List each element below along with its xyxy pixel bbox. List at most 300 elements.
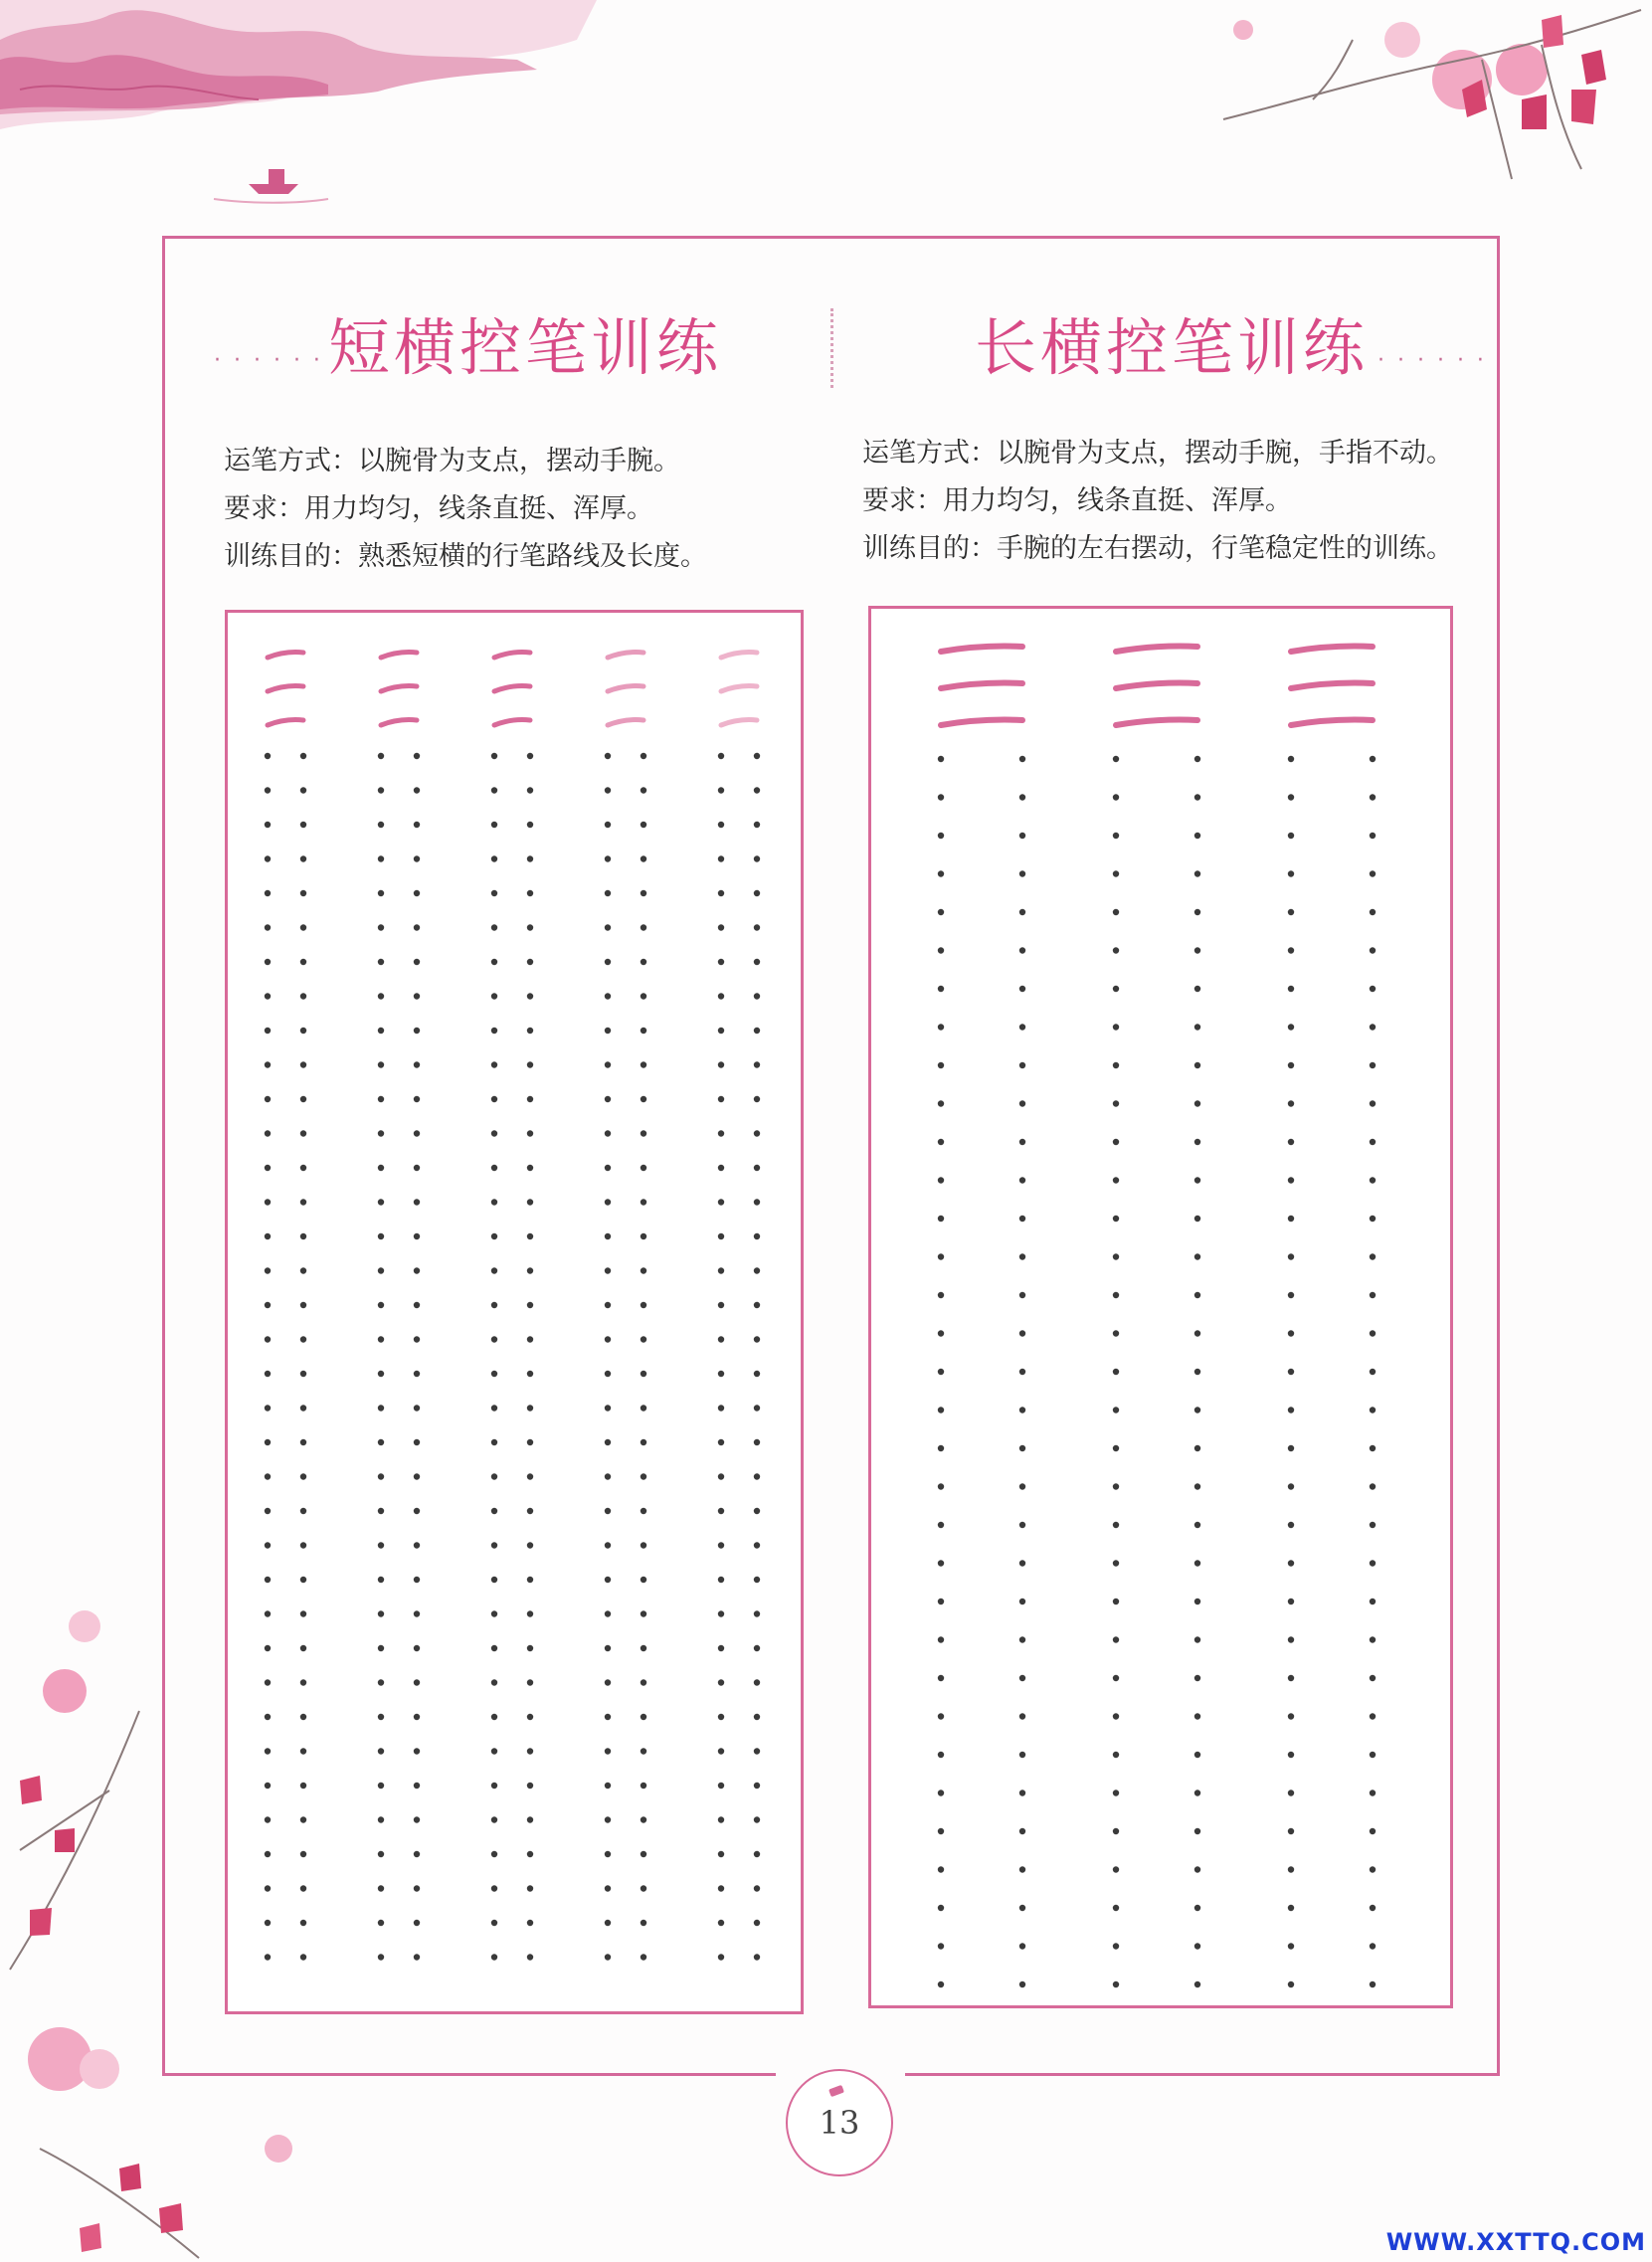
guide-dot [754, 1816, 760, 1822]
guide-dot [491, 959, 497, 965]
guide-dot [938, 1216, 944, 1222]
guide-dot [605, 1405, 611, 1411]
guide-dot [1194, 1943, 1200, 1949]
guide-dot [414, 1199, 420, 1205]
guide-dot [1019, 1216, 1025, 1222]
guide-dot [300, 1233, 306, 1239]
guide-dot [754, 1577, 760, 1583]
guide-dot [265, 753, 271, 759]
guide-dot [491, 1508, 497, 1514]
guide-dot [527, 822, 533, 828]
example-stroke [268, 720, 303, 725]
short-stroke-practice-grid[interactable] [225, 610, 804, 2014]
guide-dot [378, 1165, 384, 1171]
guide-dot [1113, 1253, 1119, 1259]
guide-dot [1194, 794, 1200, 800]
guide-dot [1194, 1062, 1200, 1068]
guide-dot [754, 855, 760, 861]
guide-dot [641, 1885, 646, 1891]
guide-dot [641, 855, 646, 861]
guide-dot [1370, 1866, 1376, 1872]
guide-dot [641, 1405, 646, 1411]
guide-dot [938, 1636, 944, 1642]
guide-dot [605, 1199, 611, 1205]
example-stroke [381, 686, 417, 691]
guide-dot [718, 855, 724, 861]
guide-dot [300, 1371, 306, 1377]
guide-dot [265, 822, 271, 828]
guide-dot [605, 1748, 611, 1754]
guide-dot [1194, 1713, 1200, 1719]
guide-dot [641, 924, 646, 930]
guide-dot [300, 753, 306, 759]
guide-dot [378, 1336, 384, 1342]
guide-dot [1194, 1100, 1200, 1106]
guide-dot [605, 1336, 611, 1342]
guide-dot [718, 1783, 724, 1789]
guide-dot [491, 993, 497, 999]
guide-dot [1370, 1828, 1376, 1834]
guide-dot [527, 753, 533, 759]
guide-dot [938, 1024, 944, 1030]
guide-dot [938, 756, 944, 762]
guide-dot [491, 1473, 497, 1479]
long-stroke-practice-grid[interactable] [868, 606, 1453, 2008]
guide-dot [1019, 1981, 1025, 1987]
guide-dot [605, 1302, 611, 1308]
guide-dot [754, 1061, 760, 1067]
guide-dot [378, 890, 384, 896]
guide-dot [527, 1165, 533, 1171]
guide-dot [605, 890, 611, 896]
guide-dot [300, 855, 306, 861]
guide-dot [1113, 1866, 1119, 1872]
guide-dot [938, 1483, 944, 1489]
guide-dot [938, 1522, 944, 1528]
guide-dot [378, 1851, 384, 1857]
guide-dot [491, 1577, 497, 1583]
guide-dot [527, 1610, 533, 1616]
guide-dot [1288, 833, 1294, 839]
guide-dot [1113, 1981, 1119, 1987]
guide-dot [1019, 1177, 1025, 1183]
guide-dot [754, 1679, 760, 1685]
guide-dot [938, 1713, 944, 1719]
guide-dot [754, 1165, 760, 1171]
guide-dot [641, 1130, 646, 1136]
guide-dot [414, 959, 420, 965]
guide-dot [605, 993, 611, 999]
guide-dot [265, 1096, 271, 1102]
guide-dot [1019, 756, 1025, 762]
guide-dot [265, 1542, 271, 1548]
guide-dot [378, 1439, 384, 1445]
guide-dot [1288, 1943, 1294, 1949]
guide-dot [265, 1233, 271, 1239]
guide-dot [491, 1199, 497, 1205]
guide-dot [1194, 1752, 1200, 1758]
guide-dot [1370, 1177, 1376, 1183]
guide-dot [1288, 1636, 1294, 1642]
guide-dot [414, 1610, 420, 1616]
guide-dot [641, 1061, 646, 1067]
guide-dot [1370, 1522, 1376, 1528]
guide-dot [527, 1028, 533, 1034]
guide-dot [1194, 1483, 1200, 1489]
guide-dot [491, 1061, 497, 1067]
left-instruction-method: 运笔方式：以腕骨为支点，摆动手腕。 [224, 446, 680, 476]
guide-dot [605, 1783, 611, 1789]
guide-dot [754, 1508, 760, 1514]
guide-dot [414, 1783, 420, 1789]
guide-dot [265, 787, 271, 793]
guide-dot [718, 1439, 724, 1445]
guide-dot [641, 1439, 646, 1445]
guide-dot [1370, 1483, 1376, 1489]
guide-dot [718, 1577, 724, 1583]
guide-dot [1370, 794, 1376, 800]
guide-dot [1019, 1139, 1025, 1145]
guide-dot [754, 1199, 760, 1205]
guide-dot [300, 1130, 306, 1136]
guide-dot [605, 1096, 611, 1102]
guide-dot [718, 1233, 724, 1239]
guide-dot [641, 1748, 646, 1754]
guide-dot [414, 1130, 420, 1136]
guide-dot [527, 1302, 533, 1308]
guide-dot [718, 1473, 724, 1479]
guide-dot [754, 1336, 760, 1342]
guide-dot [414, 1233, 420, 1239]
badge-mark-icon [828, 2085, 844, 2097]
guide-dot [641, 1783, 646, 1789]
guide-dot [300, 1165, 306, 1171]
guide-dot [718, 1165, 724, 1171]
guide-dot [491, 1096, 497, 1102]
guide-dot [1370, 1407, 1376, 1413]
guide-dot [754, 1885, 760, 1891]
guide-dot [754, 1542, 760, 1548]
guide-dot [378, 1267, 384, 1273]
guide-dot [718, 1920, 724, 1926]
guide-dot [1194, 947, 1200, 953]
guide-dot [527, 1851, 533, 1857]
guide-dot [1370, 1905, 1376, 1911]
example-stroke [721, 686, 757, 691]
guide-dot [1194, 756, 1200, 762]
guide-dot [491, 1610, 497, 1616]
guide-dot [754, 822, 760, 828]
guide-dot [605, 1542, 611, 1548]
guide-dot [414, 1336, 420, 1342]
guide-dot [300, 1851, 306, 1857]
guide-dot [265, 1302, 271, 1308]
guide-dot [378, 1199, 384, 1205]
title-dots-left: · · · · · · [214, 348, 323, 373]
guide-dot [265, 924, 271, 930]
guide-dot [754, 1473, 760, 1479]
guide-dot [265, 1028, 271, 1034]
guide-dot [300, 1714, 306, 1720]
guide-dot [1019, 1100, 1025, 1106]
guide-dot [718, 1645, 724, 1651]
guide-dot [1113, 870, 1119, 876]
guide-dot [300, 890, 306, 896]
guide-dot [605, 1920, 611, 1926]
guide-dot [414, 822, 420, 828]
guide-dot [527, 1096, 533, 1102]
guide-dot [414, 1816, 420, 1822]
guide-dot [300, 1267, 306, 1273]
guide-dot [938, 1445, 944, 1451]
guide-dot [1113, 1216, 1119, 1222]
left-panel-instructions [224, 438, 707, 581]
guide-dot [641, 1954, 646, 1960]
guide-dot [378, 1302, 384, 1308]
guide-dot [754, 753, 760, 759]
guide-dot [938, 1062, 944, 1068]
guide-dot [1370, 1330, 1376, 1336]
guide-dot [378, 1405, 384, 1411]
guide-dot [718, 1199, 724, 1205]
guide-dot [414, 924, 420, 930]
guide-dot [527, 959, 533, 965]
guide-dot [527, 1371, 533, 1377]
guide-dot [641, 890, 646, 896]
guide-dot [1019, 870, 1025, 876]
guide-dot [1288, 1024, 1294, 1030]
guide-dot [491, 1851, 497, 1857]
guide-dot [527, 1508, 533, 1514]
guide-dot [300, 1336, 306, 1342]
guide-dot [641, 1267, 646, 1273]
guide-dot [1288, 794, 1294, 800]
guide-dot [378, 1542, 384, 1548]
guide-dot [300, 1439, 306, 1445]
guide-dot [718, 959, 724, 965]
guide-dot [527, 1405, 533, 1411]
guide-dot [265, 1405, 271, 1411]
guide-dot [414, 1405, 420, 1411]
guide-dot [1113, 1330, 1119, 1336]
example-stroke [608, 653, 643, 658]
guide-dot [1019, 1943, 1025, 1949]
guide-dot [1019, 1024, 1025, 1030]
guide-dot [754, 993, 760, 999]
guide-dot [641, 1816, 646, 1822]
guide-dot [414, 1645, 420, 1651]
guide-dot [378, 1885, 384, 1891]
guide-dot [1113, 1675, 1119, 1681]
guide-dot [718, 1679, 724, 1685]
guide-dot [641, 1096, 646, 1102]
guide-dot [1194, 1292, 1200, 1298]
right-panel-title: 长横控笔训练 [975, 311, 1370, 384]
guide-dot [1370, 1790, 1376, 1795]
guide-dot [1194, 986, 1200, 992]
guide-dot [1370, 986, 1376, 992]
guide-dot [1288, 1292, 1294, 1298]
guide-dot [378, 1816, 384, 1822]
guide-dot [265, 855, 271, 861]
example-stroke [1291, 720, 1373, 725]
guide-dot [527, 1130, 533, 1136]
guide-dot [605, 1645, 611, 1651]
guide-dot [1019, 1790, 1025, 1795]
guide-dot [718, 1405, 724, 1411]
guide-dot [641, 1508, 646, 1514]
guide-dot [1288, 1062, 1294, 1068]
guide-dot [718, 1851, 724, 1857]
guide-dot [414, 1302, 420, 1308]
guide-dot [754, 1130, 760, 1136]
guide-dot [1019, 1407, 1025, 1413]
guide-dot [414, 787, 420, 793]
guide-dot [491, 1748, 497, 1754]
example-stroke [268, 653, 303, 658]
guide-dot [414, 1542, 420, 1548]
guide-dot [754, 1405, 760, 1411]
guide-dot [1113, 794, 1119, 800]
guide-dot [1370, 1253, 1376, 1259]
guide-dot [641, 959, 646, 965]
guide-dot [605, 959, 611, 965]
guide-dot [1370, 1100, 1376, 1106]
guide-dot [605, 1577, 611, 1583]
guide-dot [938, 909, 944, 915]
guide-dot [641, 993, 646, 999]
guide-dot [265, 1165, 271, 1171]
guide-dot [527, 1199, 533, 1205]
guide-dot [641, 1199, 646, 1205]
guide-dot [265, 1885, 271, 1891]
guide-dot [491, 1336, 497, 1342]
guide-dot [491, 1679, 497, 1685]
guide-dot [527, 1885, 533, 1891]
guide-dot [718, 1508, 724, 1514]
guide-dot [491, 1645, 497, 1651]
guide-dot [491, 1405, 497, 1411]
guide-dot [718, 1371, 724, 1377]
guide-dot [1194, 1866, 1200, 1872]
guide-dot [718, 1748, 724, 1754]
guide-dot [527, 993, 533, 999]
guide-dot [754, 1096, 760, 1102]
guide-dot [265, 1130, 271, 1136]
guide-dot [300, 1645, 306, 1651]
guide-dot [491, 1885, 497, 1891]
guide-dot [754, 1439, 760, 1445]
guide-dot [1194, 1828, 1200, 1834]
guide-dot [1194, 870, 1200, 876]
guide-dot [491, 1302, 497, 1308]
guide-dot [718, 1885, 724, 1891]
guide-dot [414, 890, 420, 896]
guide-dot [414, 1885, 420, 1891]
guide-dot [1370, 1292, 1376, 1298]
example-stroke [494, 686, 530, 691]
landscape-decoration [0, 0, 597, 219]
guide-dot [1288, 1675, 1294, 1681]
guide-dot [414, 1954, 420, 1960]
guide-dot [491, 1542, 497, 1548]
guide-dot [1113, 1407, 1119, 1413]
guide-dot [718, 1061, 724, 1067]
example-stroke [941, 720, 1022, 725]
guide-dot [378, 855, 384, 861]
guide-dot [1019, 1445, 1025, 1451]
guide-dot [1194, 1675, 1200, 1681]
guide-dot [1113, 1177, 1119, 1183]
guide-dot [1113, 947, 1119, 953]
guide-dot [1113, 1790, 1119, 1795]
guide-dot [718, 1267, 724, 1273]
guide-dot [641, 753, 646, 759]
guide-dot [300, 1920, 306, 1926]
guide-dot [605, 822, 611, 828]
guide-dot [718, 753, 724, 759]
guide-dot [641, 1645, 646, 1651]
guide-dot [718, 1542, 724, 1548]
guide-dot [605, 855, 611, 861]
example-stroke [608, 720, 643, 725]
example-stroke [941, 683, 1022, 688]
guide-dot [1019, 909, 1025, 915]
example-stroke [268, 686, 303, 691]
guide-dot [605, 1233, 611, 1239]
example-stroke [381, 653, 417, 658]
guide-dot [605, 1679, 611, 1685]
guide-dot [718, 822, 724, 828]
guide-dot [491, 1028, 497, 1034]
guide-dot [491, 1783, 497, 1789]
guide-dot [1288, 1369, 1294, 1375]
guide-dot [1194, 909, 1200, 915]
guide-dot [527, 1783, 533, 1789]
guide-dot [938, 833, 944, 839]
guide-dot [1113, 1943, 1119, 1949]
guide-dot [1370, 909, 1376, 915]
guide-dot [1113, 1828, 1119, 1834]
example-stroke [494, 720, 530, 725]
guide-dot [938, 1177, 944, 1183]
guide-dot [414, 1851, 420, 1857]
guide-dot [527, 1954, 533, 1960]
guide-dot [378, 1061, 384, 1067]
guide-dot [605, 924, 611, 930]
example-stroke [1291, 647, 1373, 652]
guide-dot [641, 1336, 646, 1342]
guide-dot [414, 1748, 420, 1754]
long-stroke-dots [871, 609, 1450, 2005]
guide-dot [1194, 1216, 1200, 1222]
guide-dot [414, 1714, 420, 1720]
guide-dot [414, 1028, 420, 1034]
guide-dot [1019, 1522, 1025, 1528]
guide-dot [300, 822, 306, 828]
guide-dot [938, 1253, 944, 1259]
guide-dot [265, 1439, 271, 1445]
guide-dot [605, 1371, 611, 1377]
guide-dot [414, 855, 420, 861]
guide-dot [265, 1954, 271, 1960]
guide-dot [378, 787, 384, 793]
guide-dot [1019, 1330, 1025, 1336]
guide-dot [605, 1610, 611, 1616]
guide-dot [491, 1130, 497, 1136]
guide-dot [527, 1920, 533, 1926]
guide-dot [265, 890, 271, 896]
